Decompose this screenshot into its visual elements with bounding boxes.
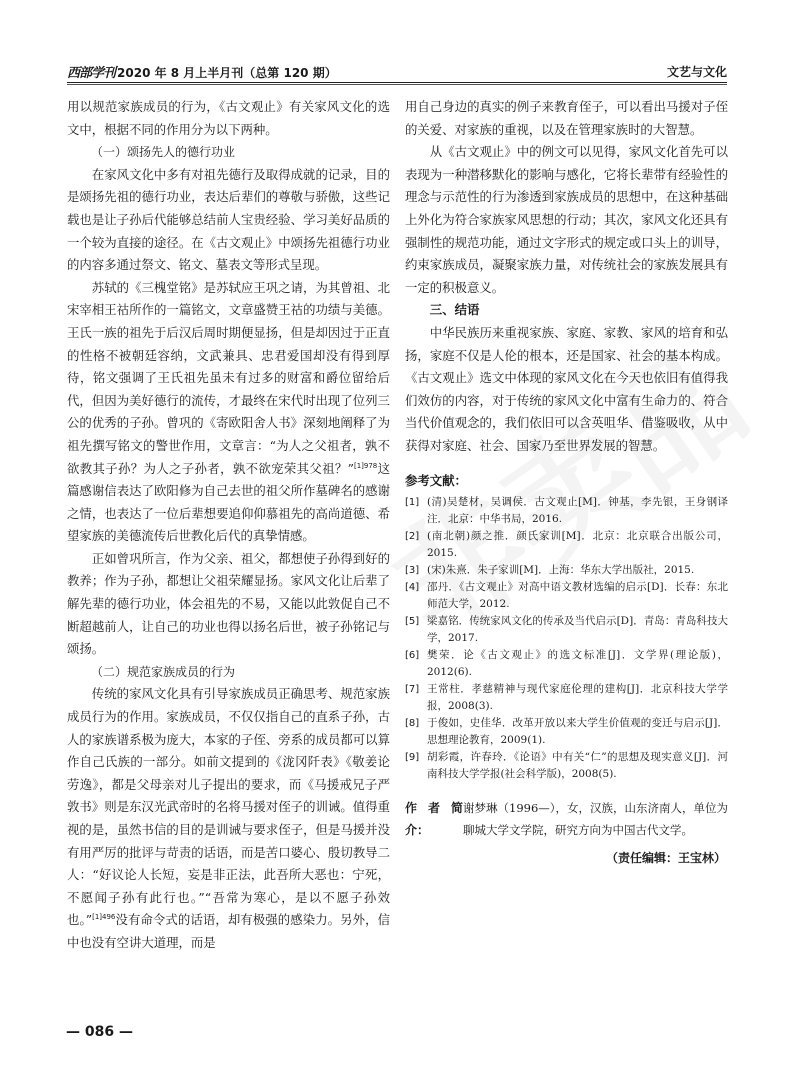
reference-number: [3] bbox=[405, 564, 420, 576]
reference-item bbox=[405, 749, 728, 783]
reference-number: [7] bbox=[405, 683, 420, 695]
reference-text: 邵丹．《古文观止》对高中语文教材选编的启示[D]．长春：东北师范大学，2012. bbox=[427, 580, 728, 610]
reference-text: 梁嘉铭．传统家风文化的传承及当代启示[D]．青岛：青岛科技大学，2017. bbox=[427, 614, 728, 644]
paragraph: 中华民族历来重视家族、家庭、家教、家风的培育和弘扬，家庭不仅是人伦的根本，还是国家、社会的基本构成。《古文观止》选文中体现的家风文化在今天也依旧有值得我们效仿的内容，对于传统的家风文化中富有生命力的、符合当代价值观念的，我们依旧可以含英咀华、借鉴吸收，从中获得对家庭、社会、国家乃至世界发展的智慧。 bbox=[405, 324, 728, 453]
reference-item bbox=[405, 681, 728, 715]
reference-text: (南北朝)颜之推．颜氏家训[M]．北京：北京联合出版公司，2015. bbox=[427, 529, 728, 559]
section-heading-conclusion: 三、结语 bbox=[429, 302, 480, 318]
paragraph: 在家风文化中多有对祖先德行及取得成就的记录，目的是颂扬先祖的德行功业，表达后辈们的尊敬与骄傲，这些记载也是让子孙后代能够总结前人宝贵经验、学习美好品质的一个较为直接的途径。在《古文观止》中颂扬先祖德行功业的内容多通过祭文、铭文、墓表文等形式呈现。 bbox=[67, 166, 390, 273]
reference-item bbox=[405, 613, 728, 647]
citation: [1]978 bbox=[353, 461, 378, 470]
left-column bbox=[67, 96, 390, 955]
reference-number: [1] bbox=[405, 496, 420, 508]
paragraph: 从《古文观止》中的例文可以见得，家风文化首先可以表现为一种潜移默化的影响与感化，它将长辈带有经验性的理念与示范性的行为渗透到家族成员的思想中，在这种基础上外化为符合家族家风思想的行动；其次，家风文化还具有强制性的规范功能，通过文字形式的规定或口头上的训导，约束家族成员，凝聚家族力量，对传统社会的家族发展具有一定的积极意义。 bbox=[405, 144, 728, 295]
references-list bbox=[405, 494, 728, 783]
header-divider bbox=[67, 82, 727, 83]
responsible-editor: （责任编辑：王宝林） bbox=[605, 850, 726, 865]
page-number: — 086 — bbox=[66, 1024, 133, 1040]
reference-number: [2] bbox=[405, 530, 420, 542]
header-divider-thin bbox=[67, 84, 727, 85]
issue-info: 2020 年 8 月上半月刊（总第 120 期） bbox=[117, 66, 337, 80]
reference-text: 胡彩霞，许春玲．《论语》中有关“仁”的思想及现实意义[J]．河南科技大学学报(社会科学版)，2008(5). bbox=[427, 750, 728, 780]
journal-header bbox=[67, 62, 337, 81]
reference-item bbox=[405, 647, 728, 681]
reference-text: 樊荣．论《古文观止》的选文标准[J]．文学界(理论版)，2012(6). bbox=[427, 648, 728, 678]
reference-text: 王常柱．孝慈精神与现代家庭伦理的建构[J]．北京科技大学学报，2008(3). bbox=[427, 682, 728, 712]
journal-logo: 西部学刊 bbox=[67, 66, 116, 81]
citation: [1]496 bbox=[92, 913, 116, 922]
paragraph-text: 苏轼的《三槐堂铭》是苏轼应王巩之请，为其曾祖、北宋宰相王祜所作的一篇铭文，文章盛赞王祜的功绩与美德。王氏一族的祖先于后汉后周时期便显扬，但是却因过于正直的性格不被朝廷容纳，文武兼具、忠君爱国却没有得到厚待，铭文强调了王氏祖先虽未有过多的财富和爵位留给后代，但因为美好德行的流传，才最终在宋代时出现了位列三公的优秀的子孙。曾巩的《寄欧阳舍人书》深刻地阐释了为祖先撰写铭文的警世作用，文章言：“为人之父祖者，孰不欲教其子孙？为人之子孙者，孰不欲宠荣其父祖？” bbox=[67, 279, 390, 476]
paragraph-text: 没有命令式的话语，却有极强的感染力。另外，信中也没有空讲大道理，而是 bbox=[67, 912, 391, 950]
reference-number: [9] bbox=[405, 751, 420, 763]
reference-text: (宋)朱熹．朱子家训[M]．上海：华东大学出版社，2015. bbox=[427, 563, 695, 576]
paragraph: 用自己身边的真实的例子来教育侄子，可以看出马援对子侄的关爱、对家族的重视，以及在管理家族时的大智慧。 bbox=[405, 99, 728, 137]
references-title: 参考文献： bbox=[405, 472, 467, 488]
section-title: 文艺与文化 bbox=[666, 65, 727, 79]
reference-number: [6] bbox=[405, 649, 420, 661]
paragraph bbox=[67, 683, 390, 954]
paragraph-text: 传统的家风文化具有引导家族成员正确思考、规范家族成员行为的作用。家族成员，不仅仅指自己的直系子孙，古人的家族谱系极为庞大，本家的子侄、旁系的成员都可以算作自己氏族的一部分。如前文提到的《泷冈阡表》《敬姜论劳逸》，都是父母亲对儿子提出的要求，而《马援戒兄子严敦书》则是东汉光武帝时的名将马援对侄子的训诫。值得重视的是，虽然书信的目的是训诫与要求侄子，但是马援并没有用严厉的批评与苛责的话语，而是苦口婆心、殷切教导二人：“好议论人长短，妄是非正法，此吾所大恶也：宁死，不愿闻子孙有此行也。”“吾常为寒心，是以不愿子孙效也。” bbox=[67, 686, 390, 928]
reference-item bbox=[405, 562, 728, 579]
subsection-heading-2: （二）规范家族成员的行为 bbox=[91, 664, 236, 679]
reference-item bbox=[405, 715, 728, 749]
reference-text: 于俊如，史佳华．改革开放以来大学生价值观的变迁与启示[J]．思想理论教育，2009(1). bbox=[427, 716, 728, 746]
right-column bbox=[405, 96, 728, 869]
reference-number: [4] bbox=[405, 581, 420, 593]
paragraph: 正如曾巩所言，作为父亲、祖父，都想使子孙得到好的教养；作为子孙，都想让父祖荣耀显扬。家风文化让后辈了解先辈的德行功业，体会祖先的不易，又能以此敦促自己不断超越前人，让自己的功业也得以扬名后世，被子孙铭记与颂扬。 bbox=[67, 550, 390, 657]
paragraph bbox=[67, 277, 390, 548]
author-bio-text: 谢梦琳（1996—），女，汉族，山东济南人，单位为聊城大学文学院，研究方向为中国古代文学。 bbox=[463, 800, 729, 837]
reference-item bbox=[405, 494, 728, 528]
author-bio bbox=[405, 797, 728, 841]
reference-number: [5] bbox=[405, 615, 420, 627]
paragraph-text: 这篇感谢信表达了欧阳修为自己去世的祖父所作墓碑名的感谢之情，也表达了一位后辈想要追仰仰慕祖先的高尚道德、希望家族的美德流传后世教化后代的真挚情感。 bbox=[67, 460, 391, 544]
reference-item bbox=[405, 528, 728, 562]
subsection-heading-1: （一）颂扬先人的德行功业 bbox=[91, 145, 236, 160]
reference-item bbox=[405, 579, 728, 613]
reference-text: (清)吴楚材，吴调侯．古文观止[M]．钟基，李先银，王身钢译注．北京：中华书局，2016. bbox=[427, 495, 728, 525]
author-bio-label: 作者简介： bbox=[405, 800, 463, 837]
paragraph: 用以规范家族成员的行为，《古文观止》有关家风文化的选文中，根据不同的作用分为以下两种。 bbox=[67, 99, 390, 137]
reference-number: [8] bbox=[405, 717, 420, 729]
